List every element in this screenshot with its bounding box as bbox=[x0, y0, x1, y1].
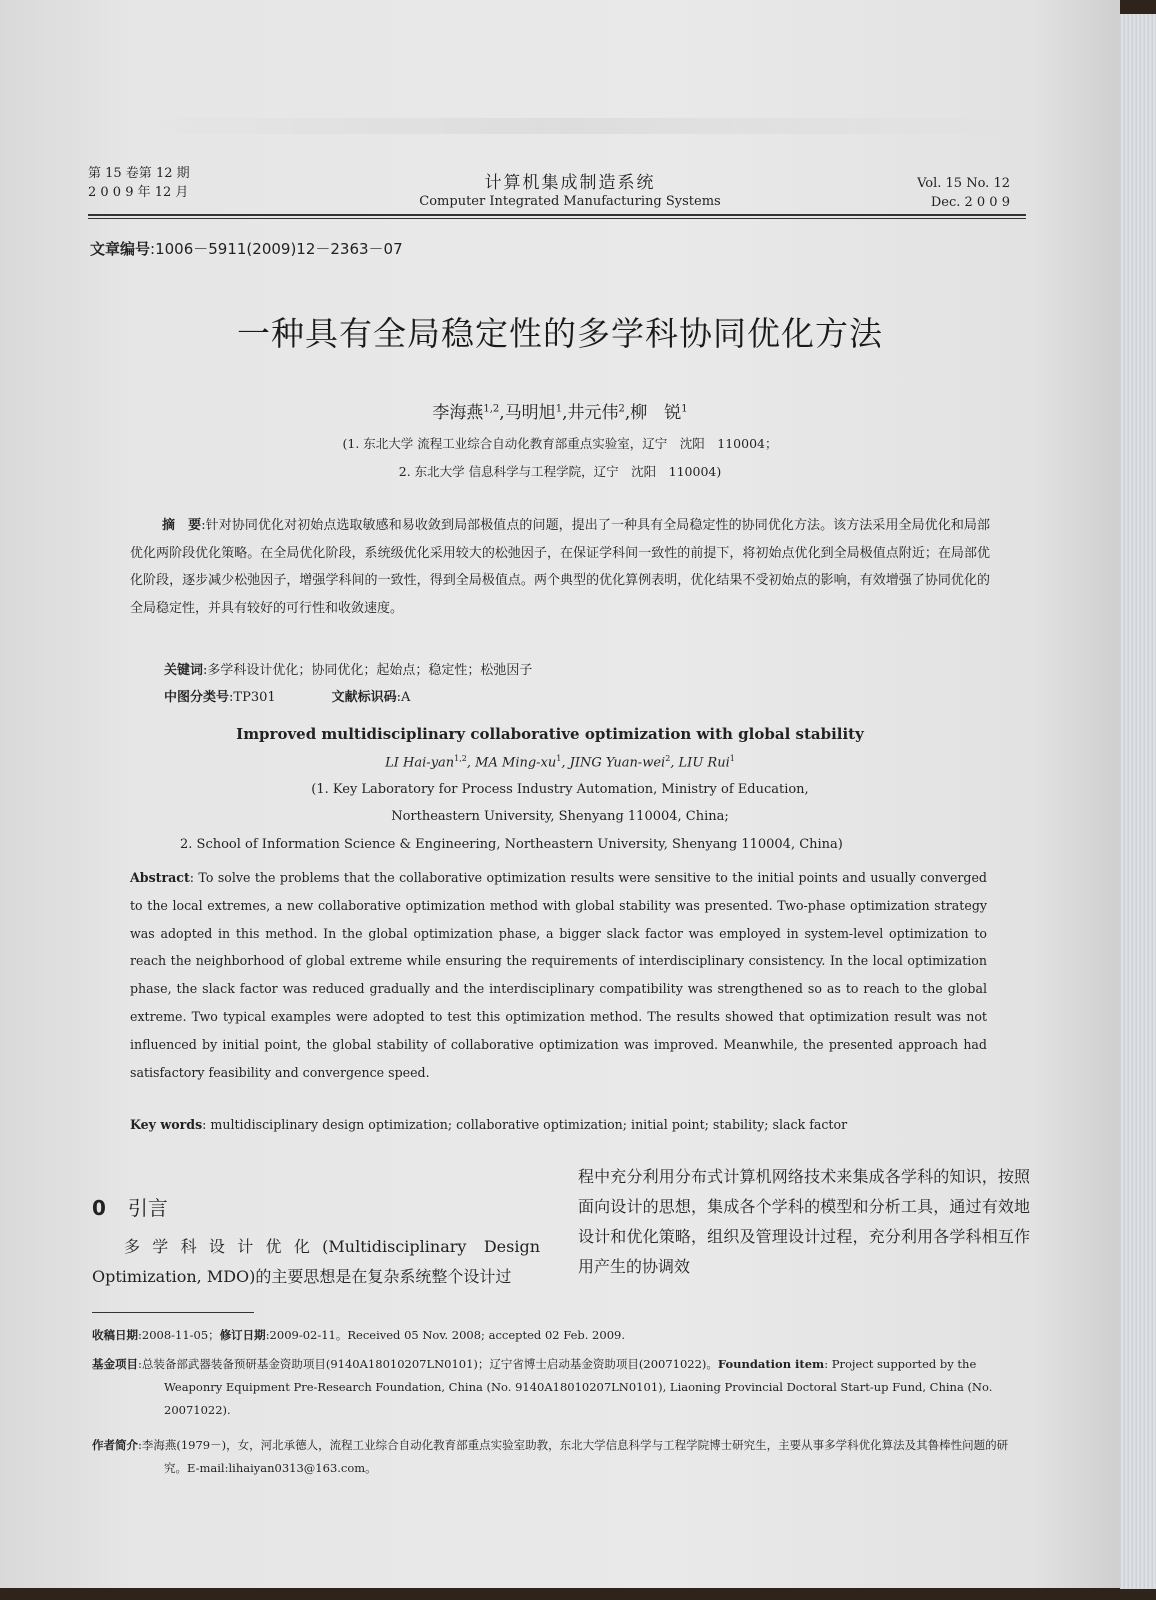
book-page-edges bbox=[1120, 14, 1156, 1589]
author-separator: , bbox=[624, 403, 631, 423]
author-affil-sup: 2 bbox=[618, 403, 625, 415]
header-left bbox=[88, 164, 190, 202]
received-text: :2008-11-05； bbox=[138, 1328, 220, 1342]
footnote-funding bbox=[92, 1353, 1022, 1422]
journal-name-en: Computer Integrated Manufacturing Systems bbox=[419, 194, 721, 209]
author-affil-sup: 1 bbox=[729, 754, 735, 763]
affiliation-zh-1: (1. 东北大学 流程工业综合自动化教育部重点实验室，辽宁 沈阳 110004； bbox=[342, 436, 778, 451]
abstract-zh bbox=[130, 512, 990, 622]
author-name: 井元伟 bbox=[567, 403, 619, 423]
doc-code-label: 文献标识码 bbox=[331, 690, 397, 705]
author-name: 柳 锐 bbox=[630, 403, 682, 423]
author-name-en: JING Yuan-wei bbox=[569, 755, 666, 771]
revised-label: 修订日期 bbox=[219, 1328, 266, 1342]
article-number bbox=[90, 238, 403, 259]
author-affil-sup: 1,2 bbox=[483, 403, 500, 415]
received-label: 收稿日期 bbox=[92, 1328, 138, 1342]
keywords-zh-label: 关键词 bbox=[164, 663, 204, 678]
bleed-through-shadow bbox=[120, 118, 1020, 134]
header-right bbox=[917, 174, 1010, 212]
footnote-dates bbox=[92, 1324, 1022, 1347]
author-affil-sup: 1 bbox=[681, 403, 688, 415]
fund-label: 基金项目 bbox=[92, 1357, 138, 1371]
keywords-en-label: Key words bbox=[130, 1117, 203, 1132]
volume-issue-zh: 第 15 卷第 12 期 bbox=[88, 166, 190, 181]
affiliation-en-1: (1. Key Laboratory for Process Industry Automation, Ministry of Education, bbox=[311, 782, 809, 797]
author-affil-sup: 1 bbox=[555, 403, 563, 415]
author-affil-sup: 1,2 bbox=[454, 754, 467, 763]
revised-text: :2009-02-11。Received 05 Nov. 2008; accepted 02 Feb. 2009. bbox=[265, 1328, 625, 1342]
author-bio-label: 作者简介 bbox=[92, 1438, 138, 1452]
title-zh: 一种具有全局稳定性的多学科协同优化方法 bbox=[237, 314, 883, 353]
author-affil-sup: 2 bbox=[665, 754, 671, 763]
affiliation-en-2: 2. School of Information Science & Engineering, Northeastern University, Shenyang 110004, China) bbox=[180, 837, 843, 852]
author-name-en: LI Hai-yan bbox=[385, 755, 455, 771]
section-title: 引言 bbox=[127, 1196, 168, 1220]
classification-line bbox=[164, 686, 410, 705]
author-affil-sup: 1 bbox=[556, 754, 562, 763]
footnote-rule bbox=[92, 1312, 254, 1313]
author-name-en: LIU Rui bbox=[678, 755, 730, 771]
authors-en bbox=[0, 754, 1120, 770]
keywords-en bbox=[130, 1117, 847, 1132]
date-en: Dec. 2 0 0 9 bbox=[930, 195, 1010, 210]
header-journal bbox=[380, 168, 760, 209]
footnote-author-bio bbox=[92, 1434, 1022, 1480]
title-en: Improved multidisciplinary collaborative optimization with global stability bbox=[236, 725, 864, 743]
affiliation-en-1-cont: Northeastern University, Shenyang 110004, China; bbox=[391, 809, 729, 824]
article-number-label: 文章编号 bbox=[90, 240, 151, 258]
article-number-value: :1006－5911(2009)12－2363－07 bbox=[150, 240, 403, 258]
abstract-zh-text: :针对协同优化对初始点选取敏感和易收敛到局部极值点的问题，提出了一种具有全局稳定性的协同优化方法。该方法采用全局优化和局部优化两阶段优化策略。在全局优化阶段，系统级优化采用较大的松弛因子，在保证学科间一致性的前提下，将初始点优化到全局极值点附近；在局部优化阶段，逐步减少松弛因子，增强学科间的一致性，得到全局极值点。两个典型的优化算例表明，优化结果不受初始点的影响，有效增强了协同优化的全局稳定性，并具有较好的可行性和收敛速度。 bbox=[130, 518, 990, 616]
section-heading bbox=[92, 1192, 168, 1221]
header-rule bbox=[88, 214, 1026, 219]
abstract-zh-label: 摘 要 bbox=[162, 518, 202, 533]
abstract-en-text: : To solve the problems that the collaborative optimization results were sensitive to the initial points and usually converged to the local extremes, a new collaborative optimization method with global stability was presented. Two-phase optimization strategy was adopted in this method. In the global optimization phase, a bigger slack factor was employed in system-level optimization to reach the neighborhood of global extreme while ensuring the requirements of interdisciplinary consistency. In the local optimization phase, the slack factor was reduced gradually and the interdisciplinary compatibility was strengthened so as to reach to the global extreme. Two typical examples were adopted to test this optimization method. The results showed that optimization result was not influenced by initial point, the global stability of collaborative optimization was improved. Meanwhile, the presented approach had satisfactory feasibility and convergence speed. bbox=[130, 870, 987, 1080]
author-separator: , bbox=[499, 403, 505, 423]
author-name-en: MA Ming-xu bbox=[475, 755, 557, 771]
body-column-left: 多学科设计优化(Multidisciplinary Design Optimization, MDO)的主要思想是在复杂系统整个设计过 bbox=[92, 1237, 540, 1286]
clc-value: :TP301 bbox=[229, 690, 276, 705]
fund-text: :总装备部武器装备预研基金资助项目(9140A18010207LN0101)；辽宁省博士启动基金资助项目(20071022)。 bbox=[138, 1357, 718, 1371]
authors-zh bbox=[0, 398, 1120, 423]
abstract-en bbox=[130, 864, 987, 1086]
doc-code-value: :A bbox=[396, 690, 411, 705]
author-name: 李海燕 bbox=[432, 403, 484, 423]
author-bio-text: :李海燕(1979－)，女，河北承德人，流程工业综合自动化教育部重点实验室助教，东北大学信息科学与工程学院博士研究生，主要从事多学科优化算法及其鲁棒性问题的研究。E-mail:lihaiyan0313@163.com。 bbox=[138, 1438, 1009, 1475]
author-separator: , bbox=[561, 755, 570, 771]
body-column-right: 程中充分利用分布式计算机网络技术来集成各学科的知识，按照面向设计的思想，集成各个学科的模型和分析工具，通过有效地设计和优化策略，组织及管理设计过程，充分利用各学科相互作用产生的协调效 bbox=[578, 1167, 1030, 1276]
fund-text-en: : Project supported by the Weaponry Equipment Pre-Research Foundation, China (No. 9140A18010207LN0101), Liaoning Provincial Doctoral Start-up Fund, China (No. 20071022). bbox=[164, 1357, 993, 1417]
date-zh: 2 0 0 9 年 12 月 bbox=[88, 185, 189, 200]
keywords-zh bbox=[164, 659, 532, 678]
affiliation-zh-2: 2. 东北大学 信息科学与工程学院，辽宁 沈阳 110004) bbox=[398, 464, 722, 479]
clc-label: 中图分类号 bbox=[164, 690, 230, 705]
journal-name-zh: 计算机集成制造系统 bbox=[484, 173, 656, 193]
author-separator: , bbox=[466, 755, 476, 771]
author-separator: , bbox=[562, 403, 568, 423]
keywords-zh-text: :多学科设计优化；协同优化；起始点；稳定性；松弛因子 bbox=[203, 663, 533, 678]
abstract-en-label: Abstract bbox=[130, 870, 190, 885]
author-separator: , bbox=[670, 755, 679, 771]
fund-label-en: Foundation item bbox=[717, 1357, 825, 1371]
keywords-en-text: : multidisciplinary design optimization; collaborative optimization; initial point; stability; slack factor bbox=[202, 1117, 848, 1132]
volume-issue-en: Vol. 15 No. 12 bbox=[917, 176, 1010, 191]
author-name: 马明旭 bbox=[504, 403, 556, 423]
section-number: 0 bbox=[92, 1196, 106, 1220]
